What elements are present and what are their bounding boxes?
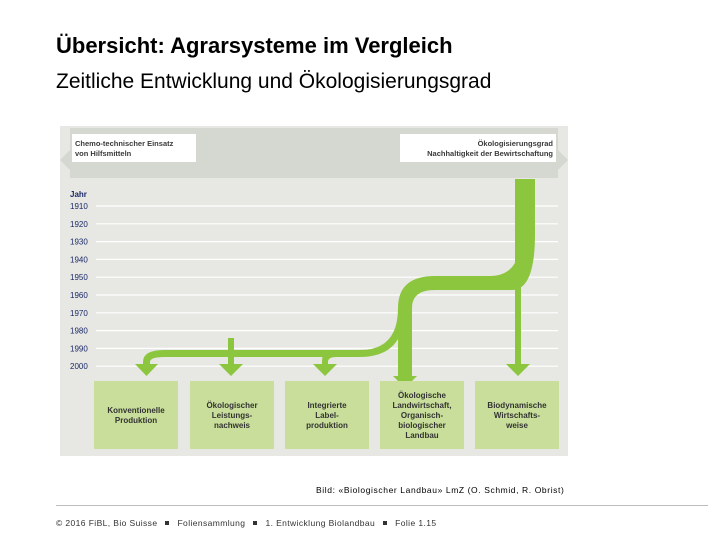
footer-copyright: © 2016 FiBL, Bio Suisse: [56, 518, 158, 528]
year-label: 1930: [70, 237, 88, 247]
footer-chapter: 1. Entwicklung Biolandbau: [265, 518, 376, 528]
slide-subtitle: Zeitliche Entwicklung und Ökologisierungsgrad: [56, 70, 492, 93]
system-box-background: [94, 381, 178, 449]
system-label: Biodynamische: [487, 401, 547, 410]
system-label: Landwirtschaft,: [392, 401, 452, 410]
system-label: Landbau: [405, 431, 439, 440]
system-box: [380, 381, 464, 449]
system-box: [94, 381, 178, 449]
year-label: 1950: [70, 273, 88, 283]
right-arrow-label-line-1: Ökologisierungsgrad: [477, 139, 553, 148]
system-label: Ökologische: [397, 391, 447, 400]
footer-collection: Foliensammlung: [177, 518, 246, 528]
year-label: 1980: [70, 326, 88, 336]
system-label: Konventionelle: [107, 406, 165, 415]
system-boxes: [94, 381, 559, 449]
footer-divider: [56, 505, 708, 506]
agrarsysteme-diagram: [60, 126, 568, 456]
year-label: 1970: [70, 308, 88, 318]
system-box: [190, 381, 274, 449]
year-label: 2000: [70, 362, 88, 372]
system-label: Wirtschafts-: [493, 411, 541, 420]
system-label: Produktion: [114, 416, 158, 425]
stem-leistungsnachweis: [228, 350, 234, 364]
system-label: Integrierte: [307, 401, 347, 410]
footer-bullet-icon: [165, 521, 169, 525]
system-label: nachweis: [213, 421, 251, 430]
system-box: [285, 381, 369, 449]
system-label: biologischer: [398, 421, 446, 430]
year-label: 1940: [70, 255, 88, 265]
year-label: 1920: [70, 219, 88, 229]
flow-branch-leistungsnachweis: [228, 338, 234, 350]
image-caption: Bild: «Biologischer Landbau» LmZ (O. Schmid, R. Obrist): [316, 485, 565, 495]
system-box: [475, 381, 559, 449]
year-label: 1990: [70, 344, 88, 354]
footer-slide-number: Folie 1.15: [395, 518, 437, 528]
system-label: Leistungs-: [211, 411, 253, 420]
slide-title: Übersicht: Agrarsysteme im Vergleich: [56, 33, 453, 58]
flow-branch-biodynamisch: [515, 179, 521, 364]
system-label: Ökologischer: [206, 401, 258, 410]
footer-bullet-icon: [383, 521, 387, 525]
system-label: weise: [506, 421, 528, 430]
system-label: Label-: [315, 411, 339, 420]
footer-bullet-icon: [253, 521, 257, 525]
year-axis-title: Jahr: [70, 190, 87, 199]
system-label: Organisch-: [400, 411, 444, 420]
system-label: produktion: [306, 421, 348, 430]
right-arrow-label-line-2: Nachhaltigkeit der Bewirtschaftung: [427, 149, 553, 158]
left-arrow-label-line-2: von Hilfsmitteln: [75, 149, 132, 158]
left-arrow-label-line-1: Chemo-technischer Einsatz: [75, 139, 174, 148]
footer: [56, 518, 437, 528]
year-label: 1910: [70, 202, 88, 211]
year-label: 1960: [70, 291, 88, 300]
